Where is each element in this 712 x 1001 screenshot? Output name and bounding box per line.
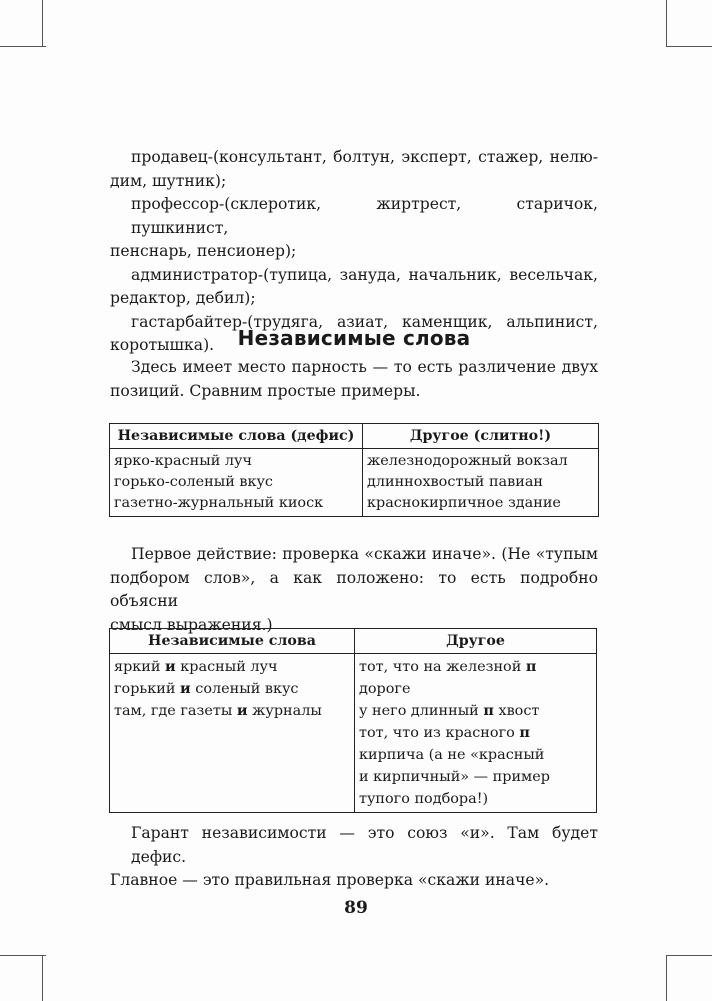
text-line: Главное — это правильная проверка «скажи иначе».: [110, 871, 550, 889]
comparison-table-conjunction: [109, 628, 597, 813]
text-line: администратор-(тупица, зануда, начальник, весельчак,: [131, 265, 598, 284]
table-cell-line: горький и соленый вкус: [114, 680, 299, 697]
table-cell-line: дороге: [359, 681, 411, 697]
text-line: пенснарь, пенсионер);: [110, 242, 297, 260]
middle-paragraph: [110, 543, 598, 637]
section-heading: Независимые слова: [237, 326, 471, 350]
table-cell-line: длиннохвостый павиан: [367, 474, 543, 490]
table-header: Другое (слитно!): [363, 424, 599, 449]
text-line: коротышка).: [110, 336, 215, 354]
text-line: дим, шутник);: [110, 171, 227, 190]
text-line: Здесь имеет место парность — то есть различение двух: [131, 358, 598, 376]
crop-mark: [666, 955, 712, 956]
text-line: гастарбайтер-(трудяга, азиат, каменщик, альпинист,: [131, 312, 598, 331]
table-cell-line: тот, что на железной π: [359, 658, 537, 675]
text-line: подбором слов», а как положено: то есть подробно объясни: [110, 568, 598, 610]
table-cell-line: тот, что из красного π: [359, 724, 530, 741]
comparison-table-hyphen: [109, 423, 599, 517]
table-cell-line: ярко-красный луч: [114, 453, 252, 469]
table-cell-line: кирпича (а не «красный: [359, 747, 545, 763]
crop-mark: [42, 0, 43, 46]
table-cell-other: [363, 449, 599, 517]
closing-paragraph: [110, 822, 598, 893]
table-cell-line: железнодорожный вокзал: [367, 453, 568, 469]
text-line: Гарант независимости — это союз «и». Там будет дефис.: [131, 824, 598, 866]
page-number: 89: [344, 898, 368, 918]
table-cell-independent: [110, 654, 355, 813]
text-line: профессор-(склеротик, жиртрест, старичок, пушкинист,: [131, 195, 598, 237]
text-line: редактор, дебил);: [110, 289, 256, 307]
table-cell-independent: [110, 449, 363, 517]
crop-mark: [0, 955, 46, 956]
table-cell-line: краснокирпичное здание: [367, 495, 561, 511]
table-cell-line: газетно-журнальный киоск: [114, 495, 324, 511]
table-header: Независимые слова: [110, 629, 355, 654]
crop-mark: [666, 955, 667, 1001]
crop-mark: [0, 46, 46, 47]
intro-paragraph: [110, 356, 598, 403]
text-line: продавец-(консультант, болтун, эксперт, стажер, нелю-: [131, 148, 598, 166]
table-cell-line: горько-соленый вкус: [114, 474, 273, 490]
text-line: смысл выражения.): [110, 615, 273, 634]
crop-mark: [666, 46, 712, 47]
crop-mark: [666, 0, 667, 46]
table-header: Другое: [355, 629, 597, 654]
table-cell-line: у него длинный π хвост: [359, 702, 540, 719]
table-cell-line: и кирпичный» — пример: [359, 769, 550, 785]
crop-mark: [42, 955, 43, 1001]
table-cell-line: тупого подбора!): [359, 791, 489, 807]
table-cell-line: там, где газеты и журналы: [114, 702, 322, 719]
text-line: позиций. Сравним простые примеры.: [110, 381, 421, 400]
table-cell-line: яркий и красный луч: [114, 658, 278, 675]
table-cell-other: [355, 654, 597, 813]
text-line: Первое действие: проверка «скажи иначе». (Не «тупым: [131, 545, 598, 563]
table-header: Независимые слова (дефис): [110, 424, 363, 449]
